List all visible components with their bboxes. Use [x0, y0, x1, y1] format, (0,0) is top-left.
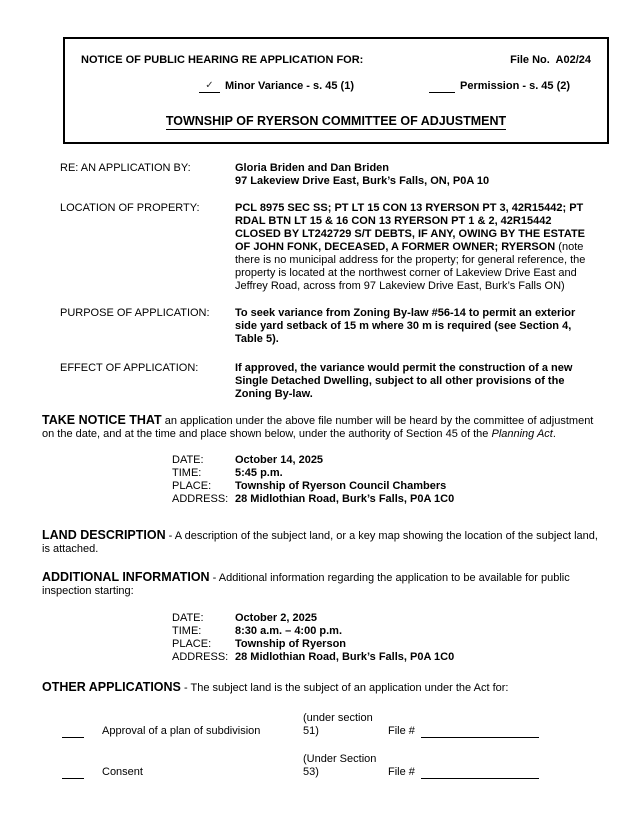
subdivision-label: Approval of a plan of subdivision [102, 725, 261, 737]
notice-header-box [63, 37, 609, 144]
subdivision-file-number-blank[interactable] [421, 726, 539, 738]
subdivision-check-slot[interactable] [62, 726, 84, 738]
consent-section-ref: (Under Section 53) [303, 753, 377, 778]
additional-information-body: - Additional information regarding the application to be available for public inspection starting: [42, 572, 570, 597]
applicant-address: 97 Lakeview Drive East, Burk’s Falls, ON, P0A 10 [235, 175, 490, 187]
applicant-name: Gloria Briden and Dan Briden [235, 162, 390, 174]
subdivision-section-ref: (under section 51) [303, 712, 373, 737]
additional-information-lead: ADDITIONAL INFORMATION [42, 570, 210, 584]
take-notice-period: . [552, 428, 556, 440]
section-location [60, 202, 625, 293]
location-note-text: (note there is no municipal address for the property; for general reference, the property is located at the northwest corner of Lakeview Drive East and Jeffrey Road, across from 97 Lakeview Drive East, Burk’s Falls ON) [235, 241, 586, 292]
purpose-label: PURPOSE OF APPLICATION: [60, 307, 210, 319]
effect-text: If approved, the variance would permit the construction of a new Single Detached Dwelling, subject to all other provisions of the Zoning By-law. [235, 362, 573, 400]
location-label: LOCATION OF PROPERTY: [60, 202, 200, 214]
purpose-text: To seek variance from Zoning By-law #56-14 to permit an exterior side yard setback of 15 m where 30 m is required (see Section 4, Table 5). [235, 307, 576, 345]
other-applications-body: - The subject land is the subject of an application under the Act for: [180, 682, 509, 694]
land-description-lead: LAND DESCRIPTION [42, 528, 166, 542]
subdivision-application-row [62, 712, 595, 738]
notice-heading: NOTICE OF PUBLIC HEARING RE APPLICATION FOR: [81, 54, 364, 66]
inspection-address-value: 28 Midlothian Road, Burk’s Falls, P0A 1C0 [235, 651, 455, 663]
inspection-place-label: PLACE: [172, 638, 212, 650]
inspection-date-label: DATE: [172, 612, 204, 624]
application-by-label: RE: AN APPLICATION BY: [60, 162, 191, 174]
section-effect [60, 362, 625, 401]
hearing-address-label: ADDRESS: [172, 493, 229, 505]
hearing-place-label: PLACE: [172, 480, 212, 492]
section-application-by [60, 162, 625, 188]
inspection-time-label: TIME: [172, 625, 202, 637]
checkmark-icon[interactable]: ✓ [199, 81, 220, 93]
planning-act-reference: Planning Act [491, 428, 553, 440]
hearing-time-value: 5:45 p.m. [235, 467, 283, 479]
permission-label: Permission - s. 45 (2) [460, 80, 571, 92]
consent-check-slot[interactable] [62, 767, 84, 779]
hearing-time-label: TIME: [172, 467, 202, 479]
permission-check-slot[interactable] [429, 81, 455, 93]
other-applications-paragraph [42, 681, 598, 695]
file-number: File No. A02/24 [510, 54, 591, 66]
hearing-place-value: Township of Ryerson Council Chambers [235, 480, 447, 492]
take-notice-body: an application under the above file number will be heard by the committee of adjustment on the date, and at the time and place shown below, under the authority of Section 45 of the [42, 415, 594, 440]
land-description-body: - A description of the subject land, or a key map showing the location of the subject land, is attached. [42, 530, 598, 555]
subdivision-file-label: File # [388, 725, 415, 737]
inspection-schedule [172, 612, 625, 664]
consent-file-label: File # [388, 766, 415, 778]
hearing-address-value: 28 Midlothian Road, Burk’s Falls, P0A 1C0 [235, 493, 455, 505]
land-description-paragraph [42, 529, 598, 556]
effect-label: EFFECT OF APPLICATION: [60, 362, 199, 374]
permission-option [429, 80, 570, 93]
hearing-date-label: DATE: [172, 454, 204, 466]
inspection-date-value: October 2, 2025 [235, 612, 317, 624]
hearing-date-value: October 14, 2025 [235, 454, 324, 466]
document-title: TOWNSHIP OF RYERSON COMMITTEE OF ADJUSTMENT [165, 114, 507, 128]
consent-application-row [62, 753, 595, 779]
applicant-details [235, 162, 597, 188]
location-legal-text: PCL 8975 SEC SS; PT LT 15 CON 13 RYERSON PT 3, 42R15442; PT RDAL BTN LT 15 & 16 CON 13 RYERSON PT 1 & 2, 42R15442 CLOSED BY LT242729 S/T DEBTS, IF ANY, OWING BY THE ESTATE OF JOHN FONK, DECEASED, A FORMER OWNER; RYERSON [235, 202, 586, 253]
minor-variance-option [199, 80, 354, 93]
consent-label: Consent [102, 766, 143, 778]
inspection-address-label: ADDRESS: [172, 651, 229, 663]
consent-file-number-blank[interactable] [421, 767, 539, 779]
location-description [235, 202, 597, 293]
take-notice-lead: TAKE NOTICE THAT [42, 413, 162, 427]
additional-information-paragraph [42, 571, 598, 598]
other-applications-lead: OTHER APPLICATIONS [42, 680, 181, 694]
minor-variance-label: Minor Variance - s. 45 (1) [225, 80, 354, 92]
section-purpose [60, 307, 625, 346]
hearing-schedule [172, 454, 625, 506]
inspection-place-value: Township of Ryerson [235, 638, 347, 650]
take-notice-paragraph [42, 414, 598, 441]
inspection-time-value: 8:30 a.m. – 4:00 p.m. [235, 625, 342, 637]
